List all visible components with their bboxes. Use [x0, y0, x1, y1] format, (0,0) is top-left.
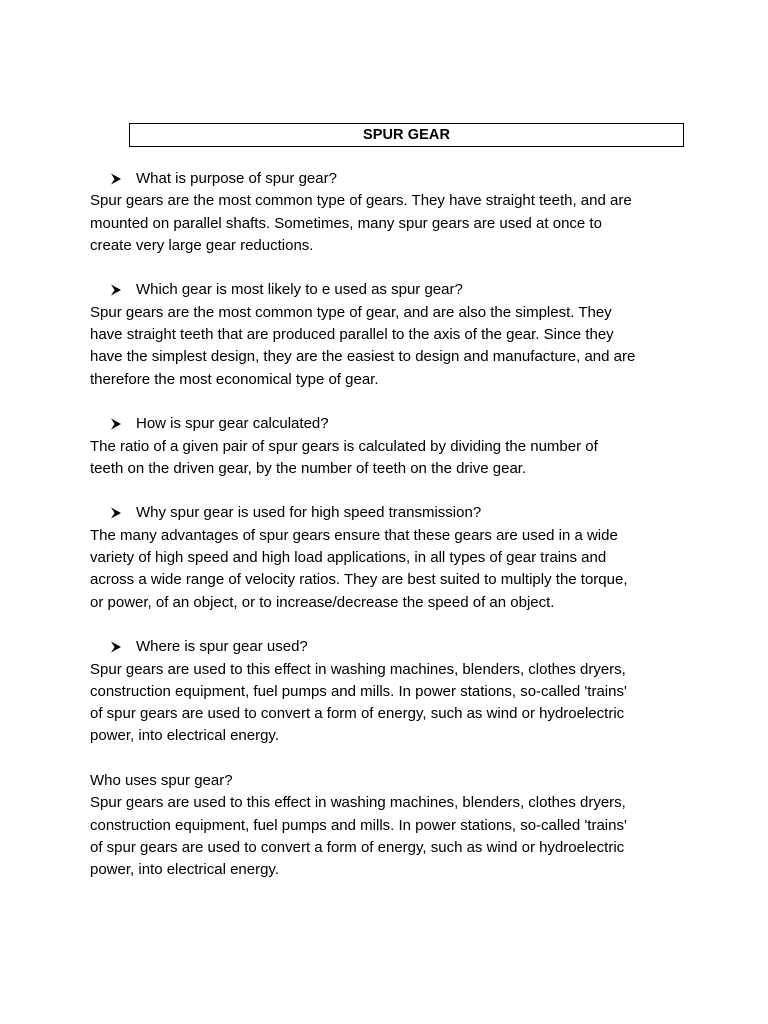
- question-text: How is spur gear calculated?: [136, 415, 329, 433]
- question-text: Why spur gear is used for high speed transmission?: [136, 504, 482, 522]
- question-heading: [90, 636, 690, 658]
- arrowhead-bullet-icon: [110, 413, 126, 435]
- question-heading: [90, 502, 690, 524]
- answer-paragraph: The ratio of a given pair of spur gears is calculated by dividing the number of teeth on the driven gear, by the number of teeth on the drive gear.: [90, 437, 598, 477]
- answer-paragraph: Spur gears are the most common type of gears. They have straight teeth, and are mounted on parallel shafts. Sometimes, many spur gears are used at once to create very large gear reductions.: [90, 192, 632, 254]
- qa-section-purpose: [90, 168, 690, 257]
- arrowhead-bullet-icon: [110, 502, 126, 524]
- answer-paragraph: The many advantages of spur gears ensure that these gears are used in a wide variety of high speed and high load applications, in all types of gear trains and across a wide range of velocity ratios. They are best suited to multiply the torque, or power, of an object, or to increase/decrease the speed of an object.: [90, 526, 628, 611]
- question-heading: [90, 168, 690, 190]
- document-body: [90, 168, 690, 904]
- qa-section-calculation: [90, 413, 690, 480]
- question-heading: [90, 413, 690, 435]
- page-title: SPUR GEAR: [129, 123, 684, 147]
- answer-paragraph: Spur gears are the most common type of gear, and are also the simplest. They have straight teeth that are produced parallel to the axis of the gear. Since they have the simplest design, they are the easiest to design and manufacture, and are therefore the most economical type of gear.: [90, 303, 636, 388]
- question-heading: Who uses spur gear?: [90, 772, 233, 790]
- qa-section-high-speed: [90, 502, 690, 613]
- qa-section-where-used: [90, 636, 690, 747]
- question-text: Where is spur gear used?: [136, 638, 308, 656]
- answer-paragraph: Spur gears are used to this effect in washing machines, blenders, clothes dryers, construction equipment, fuel pumps and mills. In power stations, so-called 'trains' of spur gears are used to convert a form of energy, such as wind or hydroelectric power, into electrical energy.: [90, 794, 627, 879]
- question-text: Which gear is most likely to e used as spur gear?: [136, 281, 463, 299]
- arrowhead-bullet-icon: [110, 636, 126, 658]
- question-text: What is purpose of spur gear?: [136, 170, 337, 187]
- qa-section-who-uses: [90, 770, 690, 881]
- arrowhead-bullet-icon: [110, 168, 126, 190]
- arrowhead-bullet-icon: [110, 279, 126, 301]
- answer-paragraph: Spur gears are used to this effect in washing machines, blenders, clothes dryers, construction equipment, fuel pumps and mills. In power stations, so-called 'trains' of spur gears are used to convert a form of energy, such as wind or hydroelectric power, into electrical energy.: [90, 660, 627, 745]
- question-heading: [90, 279, 690, 301]
- qa-section-which-gear: [90, 279, 690, 390]
